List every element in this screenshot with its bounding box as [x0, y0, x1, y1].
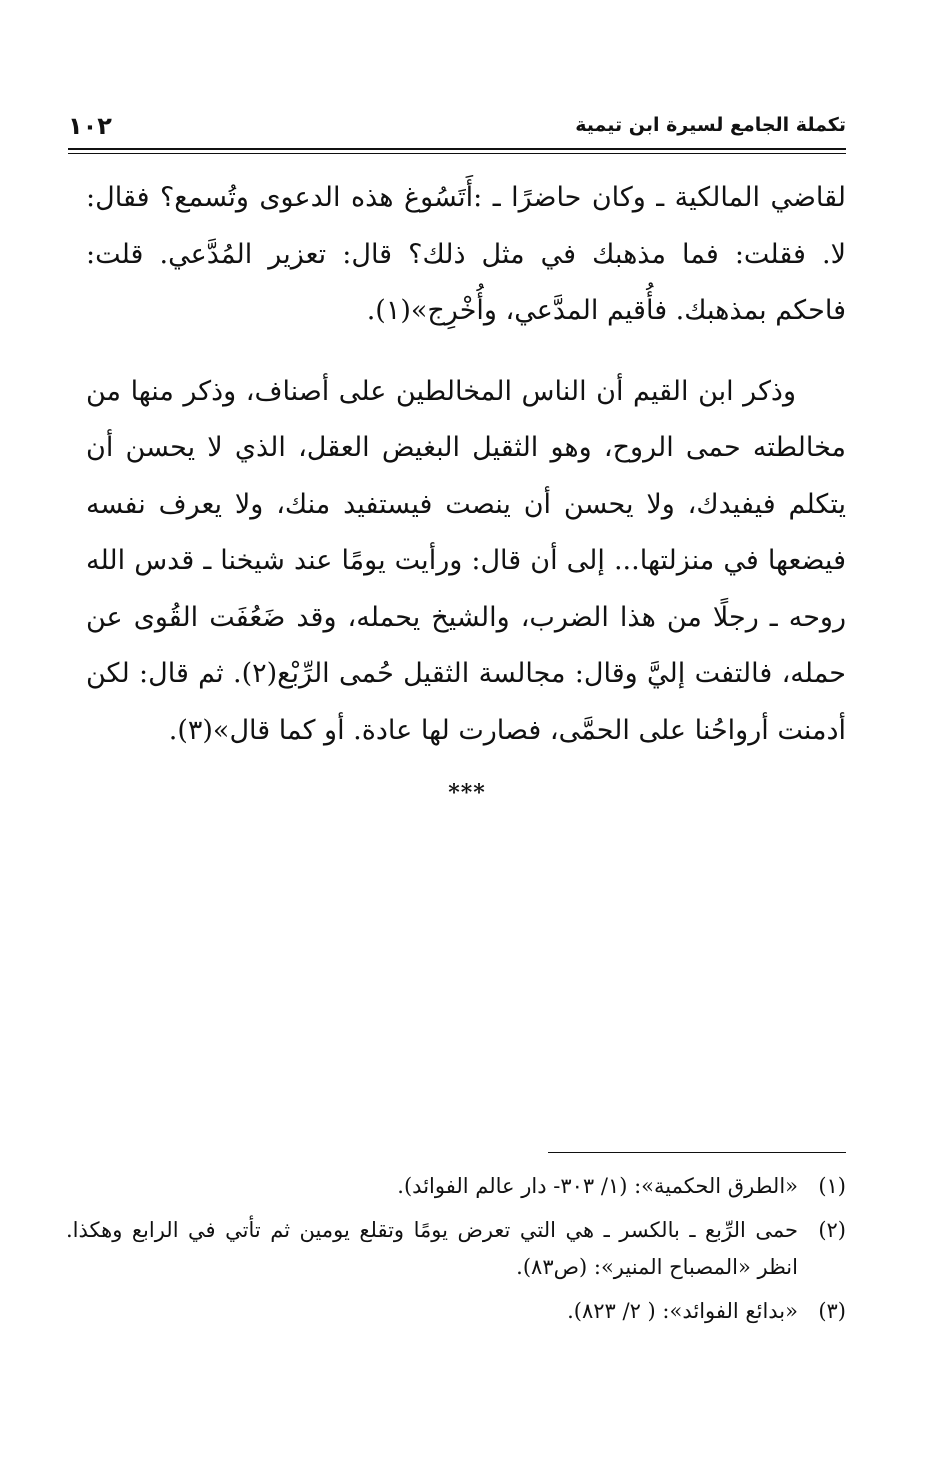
- running-header: [68, 110, 846, 150]
- footnote-text: «بدائع الفوائد»: ( ٢/ ٨٢٣).: [567, 1299, 798, 1323]
- header-rule: [68, 148, 846, 154]
- footnote-text: «الطرق الحكمية»: (١/ ٣٠٣- دار عالم الفوائد).: [397, 1174, 798, 1198]
- header-title: تكملة الجامع لسيرة ابن تيمية: [575, 114, 846, 136]
- footnote-text: حمى الرِّبع ـ بالكسر ـ هي التي تعرض يومًا وتقلع يومين ثم تأتي في الرابع وهكذا. انظر «المصباح المنير»: (ص٨٣).: [66, 1218, 798, 1279]
- paragraph: لقاضي المالكية ـ وكان حاضرًا ـ :أَتَسُوغ هذه الدعوى وتُسمع؟ فقال: لا. فقلت: فما مذهبك في مثل ذلك؟ قال: تعزير المُدَّعي. قلت: فاحكم بمذهبك. فأُقيم المدَّعي، وأُخْرِج»(١).: [86, 182, 846, 326]
- main-text: [86, 170, 846, 759]
- footnote-number: (١): [818, 1174, 846, 1198]
- footnote: [66, 1212, 846, 1286]
- footnotes: [66, 1168, 846, 1330]
- footnote-number: (٣): [818, 1299, 846, 1323]
- page-number: ١٠٢: [68, 112, 112, 140]
- section-separator: ***: [448, 780, 486, 806]
- footnote-number: (٢): [818, 1218, 846, 1242]
- footnote-rule: [548, 1152, 846, 1153]
- paragraph: وذكر ابن القيم أن الناس المخالطين على أصناف، وذكر منها من مخالطته حمى الروح، وهو الثقيل البغيض العقل، الذي لا يحسن أن يتكلم فيفيدك، ولا يحسن أن ينصت فيستفيد منك، ولا يعرف نفسه فيضعها في منزلتها... إلى أن قال: ورأيت يومًا عند شيخنا ـ قدس الله روحه ـ رجلًا من هذا الضرب، والشيخ يحمله، وقد ضَعُفَت القُوى عن حمله، فالتفت إليَّ وقال: مجالسة الثقيل حُمى الرِّبْع(٢). ثم قال: لكن أدمنت أرواحُنا على الحمَّى، فصارت لها عادة. أو كما قال»(٣).: [86, 375, 846, 746]
- footnote: [66, 1168, 846, 1205]
- footnote: [66, 1293, 846, 1330]
